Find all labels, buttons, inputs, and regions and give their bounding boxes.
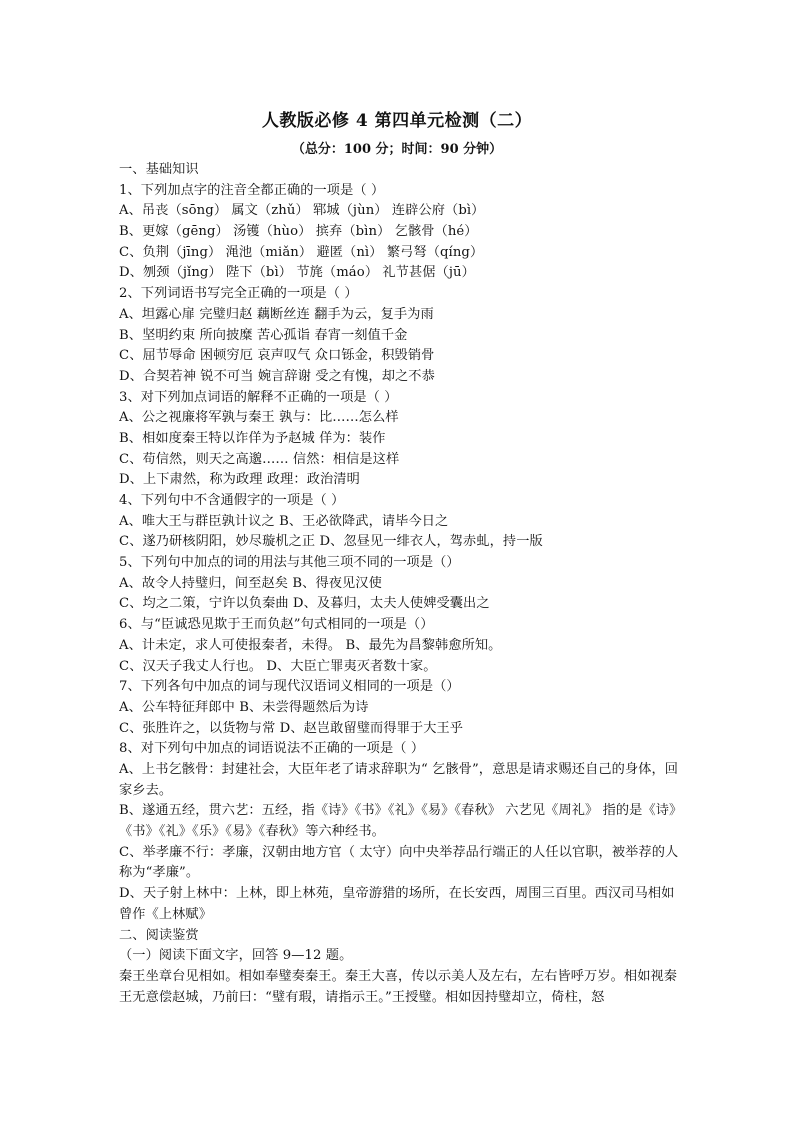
- option-line: A、计未定，求人可使报秦者，未得。 B、最先为昌黎韩愈所知。: [119, 637, 502, 653]
- reading-instruction: （一）阅读下面文字，回答 9—12 题。: [119, 948, 353, 964]
- reading-passage: 秦王坐章台见相如。相如奉璧奏秦王。秦王大喜，传以示美人及左右，左右皆呼万岁。相如视秦王无意偿赵城，乃前曰：“璧有瑕，请指示王。”王授璧。相如因持璧却立，倚柱，怒: [119, 968, 678, 1005]
- option-paragraph: B、遂通五经，贯六艺：五经，指《诗》《书》《礼》《易》《春秋》 六艺见《周礼》 指的是《诗》《书》《礼》《乐》《易》《春秋》等六种经书。: [119, 803, 676, 840]
- question-line: 8、对下列句中加点的词语说法不正确的一项是（ ）: [119, 741, 425, 757]
- option-line: B、更嫁（gēng） 汤镬（hùo） 摈弃（bìn） 乞骸骨（hé）: [119, 224, 478, 240]
- section-heading: 二、阅读鉴赏: [119, 927, 199, 943]
- option-line: A、故令人持璧归，间至赵矣 B、得夜见汉使: [119, 575, 382, 591]
- option-paragraph: A、上书乞骸骨：封建社会，大臣年老了请求辞职为“ 乞骸骨”，意思是请求赐还自己的身体，回家乡去。: [119, 761, 679, 798]
- option-line: D、合契若神 锐不可当 婉言辞谢 受之有愧，却之不恭: [119, 368, 435, 384]
- question-line: 7、下列各句中加点的词与现代汉语词义相同的一项是（）: [119, 679, 460, 695]
- option-line: D、上下肃然，称为政理 政理：政治清明: [119, 472, 360, 488]
- question-line: 4、下列句中不含通假字的一项是（ ）: [119, 493, 345, 508]
- question-line: 3、对下列加点词语的解释不正确的一项是（ ）: [119, 389, 398, 405]
- option-line: B、相如度秦王特以诈佯为予赵城 佯为：装作: [119, 430, 386, 446]
- option-line: A、唯大王与群臣孰计议之 B、王必欲降武，请毕今日之: [119, 513, 449, 529]
- page-subtitle: （总分：100 分；时间：90 分钟）: [291, 142, 503, 157]
- option-paragraph: C、举孝廉不行：孝廉，汉朝由地方官（ 太守）向中央举荐品行端正的人任以官职，被举荐的人称为“孝廉”。: [119, 844, 679, 881]
- page-title: 人教版必修 4 第四单元检测（二）: [261, 111, 533, 131]
- option-line: A、公车特征拜郎中 B、未尝得题然后为诗: [119, 699, 369, 715]
- question-line: 1、下列加点字的注音全都正确的一项是（ ）: [119, 182, 385, 198]
- question-line: 2、下列词语书写完全正确的一项是（ ）: [119, 286, 358, 302]
- option-line: C、负荆（jīng） 渑池（miǎn） 避匿（nì） 繁弓弩（qíng）: [119, 244, 484, 260]
- option-line: A、吊丧（sōng） 属文（zhǔ） 郓城（jùn） 连辟公府（bì）: [119, 203, 485, 219]
- option-line: A、公之视廉将军孰与秦王 孰与：比……怎么样: [119, 410, 399, 426]
- question-line: 6、与“臣诚恐见欺于王而负赵”句式相同的一项是（）: [119, 617, 434, 633]
- option-line: C、张胜许之，以货物与常 D、赵岂敢留璧而得罪于大王乎: [119, 720, 464, 736]
- option-line: B、坚明约束 所向披糜 苦心孤诣 春宵一刻值千金: [119, 327, 408, 343]
- option-line: D、刎颈（jǐng） 陛下（bì） 节旄（máo） 礼节甚倨（jū）: [119, 265, 475, 281]
- option-line: C、苟信然，则天之高邈…… 信然：相信是这样: [119, 451, 400, 467]
- option-paragraph: D、天子射上林中：上林，即上林苑，皇帝游猎的场所，在长安西，周围三百里。西汉司马相如曾作《上林赋》: [119, 886, 675, 922]
- option-line: C、遂乃研核阴阳，妙尽璇机之正 D、忽昼见一绯衣人，驾赤虬，持一版: [119, 534, 543, 550]
- document-body: [119, 160, 681, 1008]
- section-heading: 一、基础知识: [119, 162, 199, 177]
- option-line: C、均之二策，宁许以负秦曲 D、及暮归，太夫人使婢受囊出之: [119, 596, 490, 612]
- question-line: 5、下列句中加点的词的用法与其他三项不同的一项是（）: [119, 555, 460, 571]
- option-line: C、屈节辱命 困顿穷厄 哀声叹气 众口铄金，积毁销骨: [119, 348, 435, 364]
- option-line: A、坦露心扉 完璧归赵 藕断丝连 翻手为云，复手为雨: [119, 306, 434, 322]
- option-line: C、汉天子我丈人行也。 D、大臣亡罪夷灭者数十家。: [119, 658, 437, 674]
